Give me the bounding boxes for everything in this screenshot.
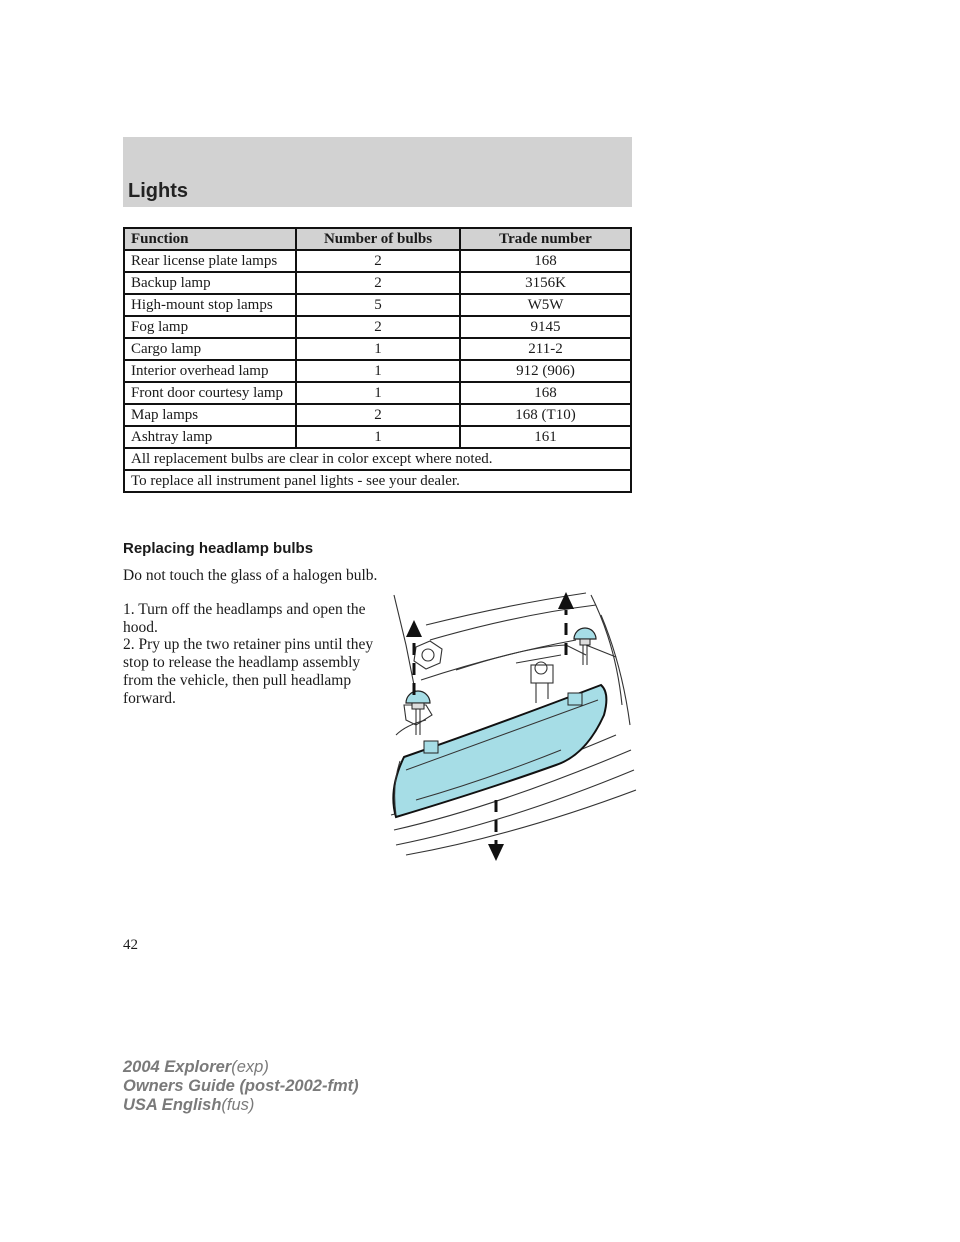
section-heading: Replacing headlamp bulbs: [123, 540, 314, 557]
count-cell: 1: [296, 360, 460, 382]
trade-cell: 168: [460, 382, 631, 404]
trade-cell: 912 (906): [460, 360, 631, 382]
step-2-text: 2. Pry up the two retainer pins until they stop to release the headlamp assembly from the vehicle, then pull headlamp forward.: [123, 636, 374, 707]
trade-cell: 168 (T10): [460, 404, 631, 426]
count-cell: 2: [296, 316, 460, 338]
trade-cell: 161: [460, 426, 631, 448]
table-note: To replace all instrument panel lights - see your dealer.: [124, 470, 631, 492]
table-note-row: [124, 470, 631, 492]
table-row: [124, 360, 631, 382]
table-row: [124, 382, 631, 404]
step-1-text: 1. Turn off the headlamps and open the hood.: [123, 601, 366, 636]
header-band: [123, 137, 632, 207]
arrow-down: [488, 800, 504, 861]
count-cell: 2: [296, 250, 460, 272]
table-row: [124, 250, 631, 272]
function-cell: High-mount stop lamps: [124, 294, 296, 316]
retainer-pin-left: [406, 691, 430, 735]
table-row: [124, 426, 631, 448]
count-cell: 1: [296, 426, 460, 448]
intro-text: Do not touch the glass of a halogen bulb.: [123, 567, 378, 584]
function-cell: Rear license plate lamps: [124, 250, 296, 272]
function-cell: Cargo lamp: [124, 338, 296, 360]
table-row: [124, 338, 631, 360]
retainer-pin-right: [574, 628, 596, 665]
footer-language: USA English: [123, 1096, 222, 1114]
table-note-row: [124, 448, 631, 470]
function-cell: Map lamps: [124, 404, 296, 426]
function-cell: Ashtray lamp: [124, 426, 296, 448]
bulb-table: [123, 227, 632, 493]
column-header-trade: Trade number: [460, 228, 631, 250]
count-cell: 2: [296, 272, 460, 294]
function-cell: Fog lamp: [124, 316, 296, 338]
footer-line-3: [123, 1096, 359, 1115]
page-number: 42: [123, 937, 138, 953]
table-row: [124, 294, 631, 316]
function-cell: Backup lamp: [124, 272, 296, 294]
table-row: [124, 316, 631, 338]
page-title: Lights: [128, 180, 188, 202]
count-cell: 1: [296, 338, 460, 360]
footer-language-code: (fus): [221, 1096, 255, 1114]
count-cell: 1: [296, 382, 460, 404]
footer-line-1: [123, 1058, 359, 1077]
trade-cell: 168: [460, 250, 631, 272]
table-header-row: [124, 228, 631, 250]
headlamp-removal-illustration: [386, 585, 638, 870]
footer-model: 2004 Explorer: [123, 1058, 232, 1076]
column-header-count: Number of bulbs: [296, 228, 460, 250]
footer-line-2: [123, 1077, 359, 1096]
trade-cell: W5W: [460, 294, 631, 316]
count-cell: 2: [296, 404, 460, 426]
table-row: [124, 272, 631, 294]
function-cell: Front door courtesy lamp: [124, 382, 296, 404]
footer-guide: Owners Guide (post-2002-fmt): [123, 1077, 359, 1095]
trade-cell: 9145: [460, 316, 631, 338]
document-footer: [123, 1058, 359, 1115]
column-header-function: Function: [124, 228, 296, 250]
table-note: All replacement bulbs are clear in color except where noted.: [124, 448, 631, 470]
footer-model-code: (exp): [231, 1058, 269, 1076]
count-cell: 5: [296, 294, 460, 316]
trade-cell: 211-2: [460, 338, 631, 360]
table-row: [124, 404, 631, 426]
function-cell: Interior overhead lamp: [124, 360, 296, 382]
trade-cell: 3156K: [460, 272, 631, 294]
